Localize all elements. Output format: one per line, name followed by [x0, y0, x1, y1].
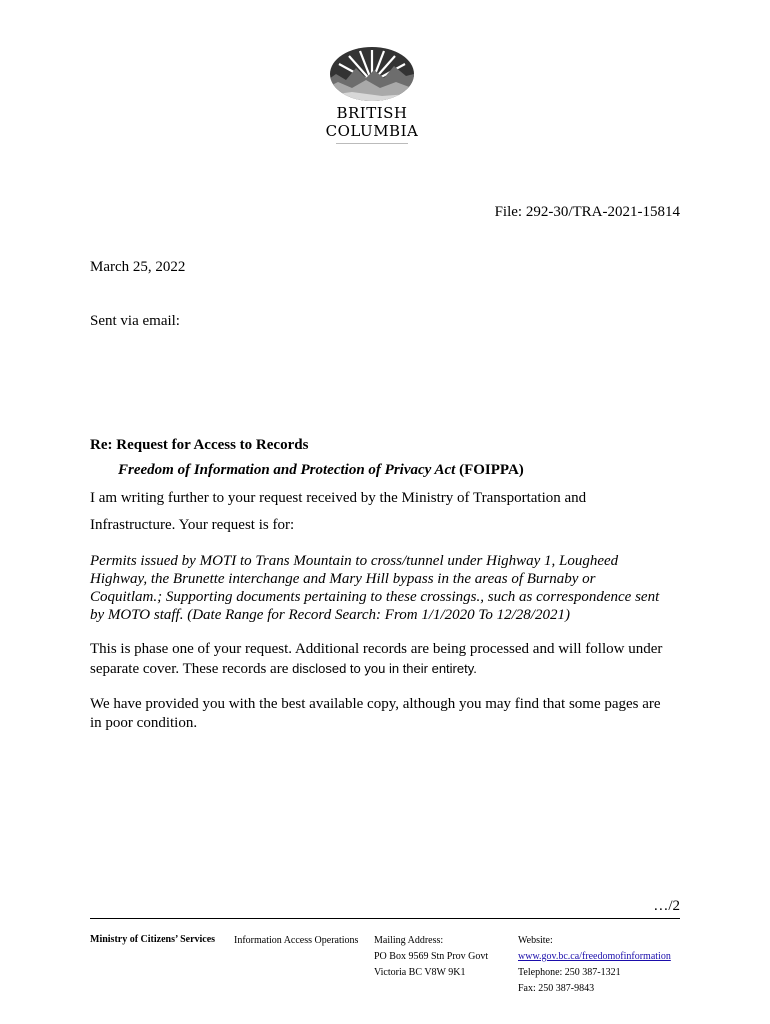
subject-line: Re: Request for Access to Records — [90, 437, 309, 453]
footer-website-link[interactable]: www.gov.bc.ca/freedomofinformation — [518, 951, 671, 962]
paragraph-3-line-2: in poor condition. — [90, 715, 198, 731]
footer-mailing-label: Mailing Address: — [374, 935, 444, 946]
request-text-line-2: Highway, the Brunette interchange and Mary Hill bypass in the areas of Burnaby or — [90, 571, 596, 587]
paragraph-2-line-2 — [90, 659, 477, 679]
paragraph-3-line-1: We have provided you with the best available copy, although you may find that some pages are — [90, 696, 661, 712]
footer-mailing-line-2: Victoria BC V8W 9K1 — [374, 967, 466, 978]
letter-date: March 25, 2022 — [90, 259, 186, 275]
paragraph-2-line-2-part-a: separate cover. These records are — [90, 661, 293, 677]
request-text-line-1: Permits issued by MOTI to Trans Mountain to cross/tunnel under Highway 1, Lougheed — [90, 553, 619, 569]
bc-government-logo — [322, 44, 422, 149]
footer-mailing-address — [374, 933, 488, 981]
paragraph-2-line-2-part-b: disclosed to you in their entirety. — [292, 661, 477, 676]
footer-website-label: Website: — [518, 935, 553, 946]
file-reference: File: 292-30/TRA-2021-15814 — [494, 204, 680, 220]
footer-divider — [90, 918, 680, 919]
request-text-line-4: by MOTO staff. (Date Range for Record Search: From 1/1/2020 To 12/28/2021) — [90, 607, 570, 623]
logo-line-british: BRITISH — [336, 104, 408, 122]
mountain-sun-emblem-icon — [322, 44, 422, 104]
logo-divider — [336, 143, 408, 144]
footer-office: Information Access Operations — [234, 935, 359, 946]
act-abbreviation: (FOIPPA) — [455, 462, 524, 478]
act-name: Freedom of Information and Protection of Privacy Act — [118, 462, 456, 478]
page-continuation: …/2 — [653, 898, 680, 914]
footer-ministry: Ministry of Citizens’ Services — [90, 934, 216, 945]
request-text-line-3: Coquitlam.; Supporting documents pertaining to these crossings., such as correspondence sent — [90, 589, 660, 605]
paragraph-2-line-1: This is phase one of your request. Additional records are being processed and will follow under — [90, 641, 663, 657]
paragraph-1-line-2: Infrastructure. Your request is for: — [90, 517, 295, 533]
sent-via-line: Sent via email: — [90, 313, 180, 329]
act-line — [118, 461, 524, 480]
footer-mailing-line-1: PO Box 9569 Stn Prov Govt — [374, 951, 489, 962]
footer-fax: Fax: 250 387-9843 — [518, 983, 595, 994]
footer-telephone: Telephone: 250 387-1321 — [518, 967, 621, 978]
paragraph-1-line-1: I am writing further to your request received by the Ministry of Transportation and — [90, 490, 587, 506]
logo-line-columbia: COLUMBIA — [325, 122, 419, 140]
footer-contact — [518, 933, 671, 997]
